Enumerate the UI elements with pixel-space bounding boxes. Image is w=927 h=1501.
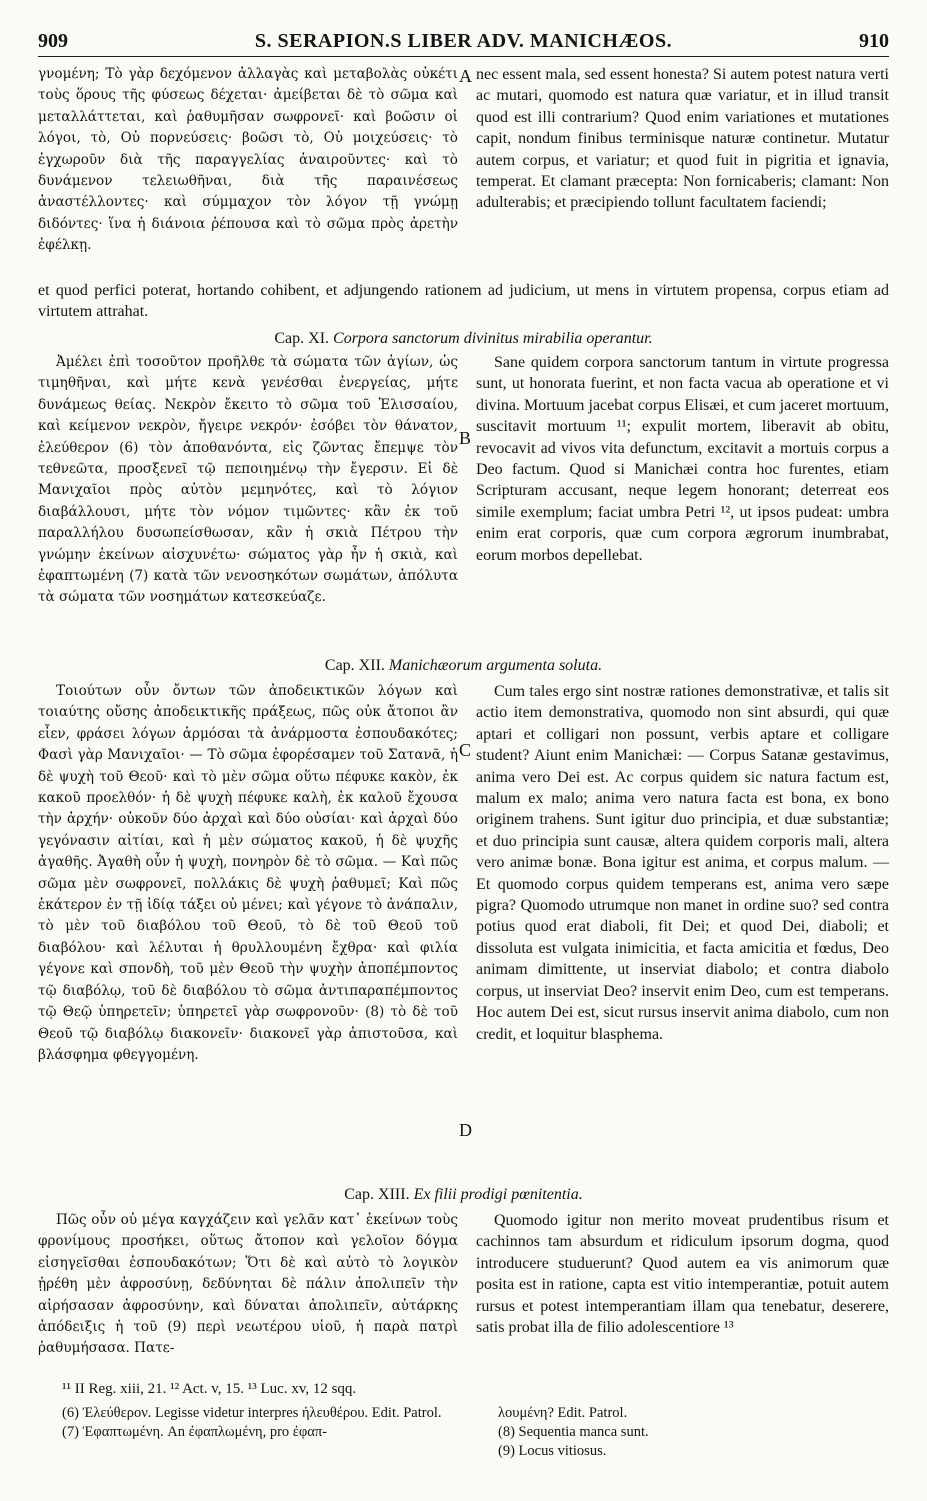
right-page-number: 910	[859, 30, 889, 52]
cap13-greek-column	[38, 1210, 458, 1360]
cap12-latin-text: Cum tales ergo sint nostræ rationes demonstrativæ, et talis sit actio item demonstrativa, quomodo non sint absurdi, qui quæ aptari et colligari non possunt, verbis aptare et colligare student? Aiunt enim Manichæi: — Corpus Satanæ gestavimus, anima vero Dei est. Ac corpus quidem sic natura factum est, malum ex malo; anima vero natura facta est bona, ex bono originem trahens. Sunt igitur duo principia, et duæ substantiæ; et duo principia sunt causæ, altera quidem corporis mali, altera vero animæ bonæ. Bona igitur est anima, et corpus malum. — Et quomodo corpus quidem temperans est, anima vero sæpe pigra? Quomodo utrumque non manet in ordine suo? sed contra potius quod erat diaboli, fit Dei; et quod Dei, diaboli; et dissoluta est vulgata inimicitia, et facta amicitia et fœdus, Deo animam dimittente, ut inserviat diabolo; et contra diabolo corpus, ut inserviat Deo? inservit enim Deo, cum est temperans. Hoc autem Dei est, sicut rursus inservit anima diabolo, cum non credit, et loquitur blasphema.	[476, 683, 889, 1043]
cap12-greek-text: Τοιούτων οὖν ὄντων τῶν ἀποδεικτικῶν λόγων καὶ τοιαύτης οὔσης ἀποδεικτικῆς πράξεως, πῶς οὐκ ἄτοποι ἂν εἶεν, φράσει λόγων ἁρμόσαι τὰ ἀνάρμοστα ἐσπουδακότες; Φασὶ γὰρ Μανιχαῖοι· — Τὸ σῶμα ἐφορέσαμεν τοῦ Σατανᾶ, ἡ δὲ ψυχὴ τοῦ Θεοῦ· καὶ τὸ μὲν σῶμα οὕτω πέφυκε κακὸν, ἐκ κακοῦ προελθόν· ἡ δὲ ψυχὴ πέφυκε καλὴ, ἐκ καλοῦ ἔχουσα τὴν ἀρχήν· οὐκοῦν δύο ἀρχαὶ καὶ δύο οὐσίαι· καὶ ἀρχαὶ δύο γεγόνασιν αἰτίαι, καὶ ἡ μὲν σώματος κακοῦ, ἡ δὲ ψυχῆς ἀγαθῆς. Ἀγαθὴ οὖν ἡ ψυχὴ, πονηρὸν δὲ τὸ σῶμα. — Καὶ πῶς σῶμα μὲν σωφρονεῖ, πολλάκις δὲ ψυχὴ ῥαθυμεῖ; Καὶ πῶς ἑκάτερον ἐν τῇ ἰδίᾳ τάξει οὐ μένει; καὶ γέγονε τὸ ἀνάπαλιν, τὸ μὲν τοῦ διαβόλου τοῦ Θεοῦ, τὸ δὲ τοῦ Θεοῦ τοῦ διαβόλου· καὶ λέλυται ἡ θρυλλουμένη ἔχθρα· καὶ φιλία γέγονε καὶ σπονδὴ, τοῦ μὲν Θεοῦ τὴν ψυχὴν ἀποπέμποντος τῷ διαβόλῳ, τοῦ δὲ διαβόλου τὸ σῶμα ἀντιπαραπέμποντος τῷ Θεῷ ὑπηρετεῖν; ὑπηρετεῖ γὰρ σωφρονοῦν· (8) τὸ δὲ τοῦ Θεοῦ τῷ διαβόλῳ διακονεῖν· διακονεῖ γὰρ ἀπιστοῦσα, καὶ βλάσφημα φθεγγομένη.	[38, 683, 458, 1063]
cap11-latin-column	[476, 352, 889, 566]
cap11-greek-text: Ἀμέλει ἐπὶ τοσοῦτον προῆλθε τὰ σώματα τῶν ἁγίων, ὡς τιμηθῆναι, καὶ μήτε κενὰ γενέσθαι ἐνεργείας, μήτε δυνάμεως θείας. Νεκρὸν ἔκειτο τὸ σῶμα τοῦ Ἐλισσαίου, καὶ κείμενον νεκρὸν, ἤγειρε νεκρόν· ἐσόβει τὸν θάνατον, ἐλεύθερον (6) τὸν ἀποθανόντα, εἰς ζῶντας ἔπεμψε τὸν τεθνεῶτα, προσξενεῖ τῷ πεποιημένῳ τὴν ἔγερσιν. Εἰ δὲ Μανιχαῖοι πρὸς αὐτὸν μεμηνότες, καὶ τὸ λόγιον διαβάλλουσι, μήτε τὸν νόμον τιμῶντες· κἂν ἐκ τοῦ παραλλήλου δυσωπείσθωσαν, κἂν ἡ σκιὰ Πέτρου τὴν γνώμην ἐκείνων αἰσχυνέτω· σώματος γὰρ ἦν ἡ σκιὰ, καὶ ἐφαπτωμένη (7) κατὰ τῶν νενοσηκότων σωμάτων, ἀπόλυτα τὰ σώματα τῶν νοσημάτων κατεσκεύαζε.	[38, 354, 458, 606]
cap11-title: Corpora sanctorum divinitus mirabilia operantur.	[333, 330, 653, 347]
cap12-heading	[38, 657, 889, 675]
cap13-latin-column	[476, 1210, 889, 1338]
top-latin-column	[476, 64, 889, 214]
top-latin-full-text: et quod perfici poterat, hortando cohibent, et adjungendo rationem ad judicium, ut mens in virtutem propensa, corpus etiam ad virtutem attrahat.	[38, 282, 889, 321]
cap13-greek-text: Πῶς οὖν οὐ μέγα καγχάζειν καὶ γελᾶν κατ᾽ ἐκείνων τοὺς φρονίμους προσήκει, οὕτως ἄτοπον καὶ γελοῖον δόγμα εἰσηγεῖσθαι ἐσπουδακότων; Ὅτι δὲ καὶ αὐτὸ τὸ λογικὸν ᾑρέθη μὲν ἀφροσύνῃ, δεδύνηται δὲ πάλιν ἀπολιπεῖν τὴν αἱρήσασαν ἀφροσύνην, καὶ δύναται ἀπολιπεῖν, αὐτάρκης ἀπόδειξις ἡ τοῦ (9) περὶ νεωτέρου υἱοῦ, ἡ παρὰ πατρὶ ῥαθυμήσασα. Πατε-	[38, 1212, 458, 1357]
notes-left	[62, 1404, 462, 1442]
top-latin-full-width	[38, 280, 889, 323]
note-7-continued: λουμένη? Edit. Patrol.	[498, 1405, 628, 1421]
margin-letter-b: B	[459, 428, 472, 448]
cap12-label: Cap. XII.	[324, 657, 385, 674]
margin-letter-c: C	[459, 740, 472, 760]
cap11-heading	[38, 330, 889, 348]
cap12-greek-column	[38, 681, 458, 1066]
note-6: (6) Ἐλεύθερον. Legisse videtur interpres ἠλευθέρου. Edit. Patrol.	[62, 1405, 442, 1421]
cap12-latin-column	[476, 681, 889, 1045]
note-9: (9) Locus vitiosus.	[498, 1443, 607, 1459]
cap13-title: Ex filii prodigi pœnitentia.	[413, 1186, 583, 1203]
top-greek-text: γνομένη; Τὸ γὰρ δεχόμενον ἀλλαγὰς καὶ μεταβολὰς οὐκέτι τοὺς ὅρους τῆς φύσεως δέχεται· ἀμείβεται δὲ τὸ σῶμα καὶ μεταλλάττεται, καὶ ῥαθυμῆσαν σωφρονεῖ· καὶ βοῶσιν οἱ λόγοι, τὸ, Οὐ πορνεύσεις· βοῶσι τὸ, Οὐ μοιχεύσεις· τὸ ἐγχωροῦν διὰ τῆς παραγγελίας ἀναιροῦντες· καὶ τὸ δυνάμενον τελειωθῆναι, διὰ τῆς παραινέσεως ἀναστέλλοντες· καὶ σύμμαχον τὸν λόγον τῇ γνώμῃ διδόντες· ἵνα ἡ διάνοια ῥέπουσα καὶ τὸ σῶμα πρὸς ἀρετὴν ἐφέλκῃ.	[38, 66, 458, 254]
margin-letter-d: D	[459, 1120, 472, 1140]
cap11-label: Cap. XI.	[274, 330, 330, 347]
cap13-heading	[38, 1186, 889, 1204]
running-header	[38, 30, 889, 57]
cap13-latin-text: Quomodo igitur non merito moveat prudentibus risum et cachinnos tam absurdum et ridiculum ipsorum dogma, quod introducere studuerunt? Quod autem ea vis animorum quæ posita est in ratione, capta est vitio intemperantiæ, potuit autem rursus et potest intemperantiam illam qua tenebatur, deserere, satis probat illa de filio adolescentiore ¹³	[476, 1212, 889, 1337]
notes-right	[498, 1404, 888, 1461]
note-7: (7) Ἐφαπτωμένη. An ἐφαπλωμένη, pro ἐφαπ-	[62, 1424, 327, 1440]
note-8: (8) Sequentia manca sunt.	[498, 1424, 649, 1440]
top-greek-column	[38, 64, 458, 257]
running-title: S. SERAPION.S LIBER ADV. MANICHÆOS.	[254, 30, 673, 52]
cap12-title: Manichæorum argumenta soluta.	[388, 657, 603, 674]
margin-letter-a: A	[459, 66, 472, 86]
top-latin-text: nec essent mala, sed essent honesta? Si autem potest natura verti ac mutari, quomodo est natura quæ variatur, et in illud transit quod est illi contrarium? Quod enim variationes et mutationes capit, nondum finibus terminisque naturæ continetur. Mutatur autem corpus, et variatur; et quod fuit in pigritia et ignavia, temperat. Et clamant præcepta: Non fornicaberis; clamant: Non adulterabis; et præcipiendo tollunt facultatem faciendi;	[476, 66, 889, 212]
cap11-greek-column	[38, 352, 458, 609]
left-page-number: 909	[38, 30, 68, 52]
cap11-latin-text: Sane quidem corpora sanctorum tantum in virtute progressa sunt, ut honorata fuerint, et non facta vacua ab operatione et vi divina. Mortuum jacebat corpus Elisæi, et cum jaceret mortuum, suscitavit mortuum ¹¹; expulit mortem, liberavit ab obitu, revocavit ad vivos vita defunctum, excitavit a mortuis corpus a Deo factum. Quod si Manichæi contra hoc furentes, etiam Scripturam accusant, neque legem honorant; deterreat eos simile exemplum; faciat umbra Petri ¹², ut ipsos pudeat: umbra enim erat corporis, quæ cum corpora ægrorum inumbrabat, eorum morbos depellebat.	[476, 354, 889, 564]
cap13-label: Cap. XIII.	[344, 1186, 410, 1203]
scripture-references: ¹¹ II Reg. xiii, 21. ¹² Act. v, 15. ¹³ Luc. xv, 12 sqq.	[62, 1381, 357, 1397]
